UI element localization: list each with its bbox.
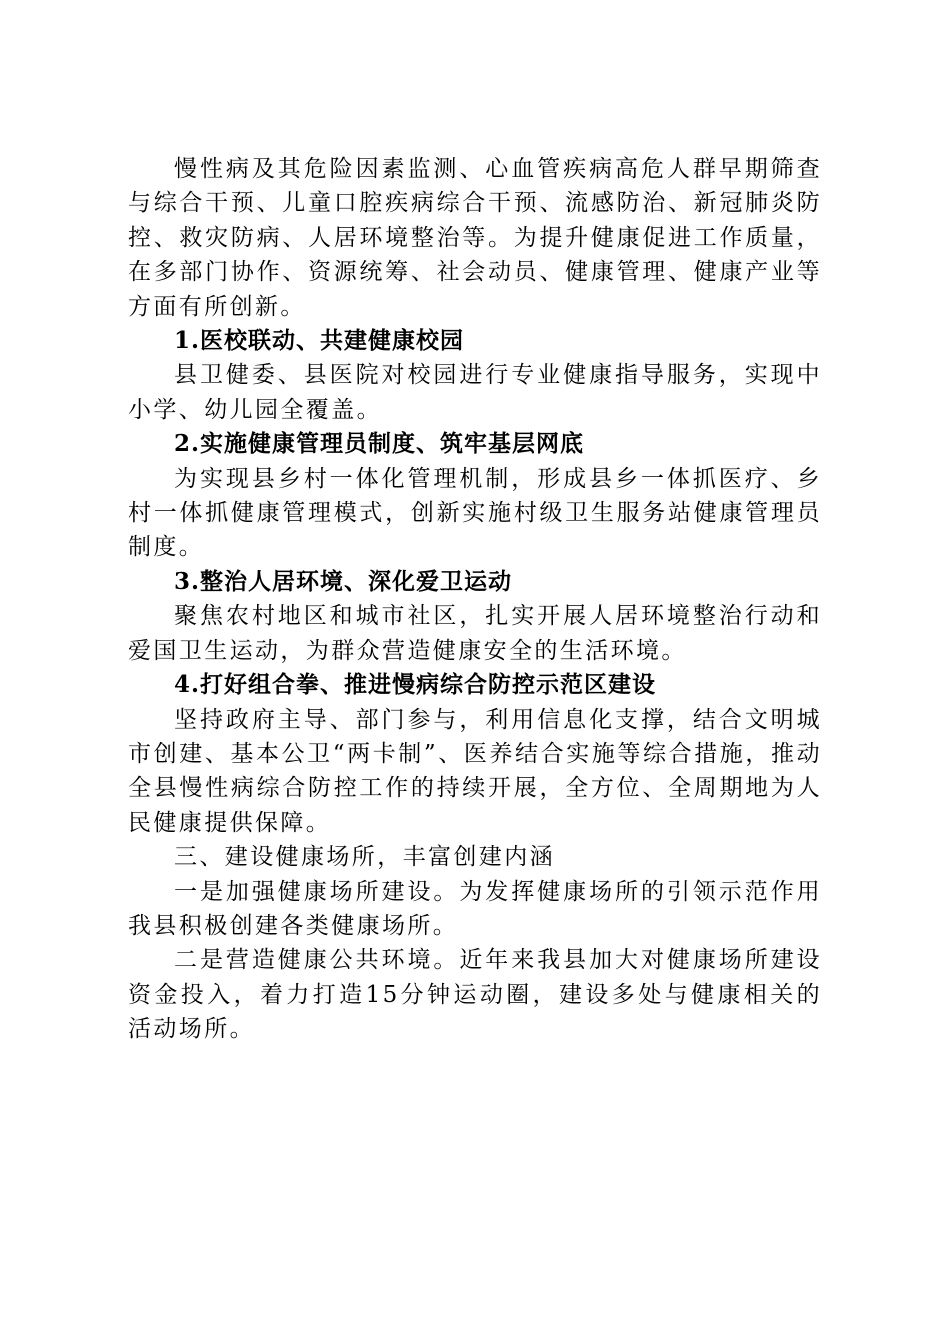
paragraph-public-environment: 二是营造健康公共环境。近年来我县加大对健康场所建设资金投入，着力打造15分钟运动圈，建设多处与健康相关的活动场所。 <box>128 947 822 1043</box>
section-title-health-venues: 三、建设健康场所，丰富创建内涵 <box>174 844 555 871</box>
heading-chronic-disease: 4.打好组合拳、推进慢病综合防控示范区建设 <box>174 671 657 699</box>
intro-paragraph: 慢性病及其危险因素监测、心血管疾病高危人群早期筛查与综合干预、儿童口腔疾病综合干预、流感防治、新冠肺炎防控、救灾防病、人居环境整治等。为提升健康促进工作质量，在多部门协作、资源统筹、社会动员、健康管理、健康产业等方面有所创新。 <box>128 156 822 320</box>
heading-living-environment: 3.整治人居环境、深化爱卫运动 <box>174 567 513 595</box>
heading-health-manager: 2.实施健康管理员制度、筑牢基层网底 <box>174 430 585 458</box>
paragraph-chronic-disease: 坚持政府主导、部门参与，利用信息化支撑，结合文明城市创建、基本公卫“两卡制”、医养结合实施等综合措施，推动全县慢性病综合防控工作的持续开展，全方位、全周期地为人民健康提供保障。 <box>128 706 822 836</box>
paragraph-venue-construction: 一是加强健康场所建设。为发挥健康场所的引领示范作用我县积极创建各类健康场所。 <box>128 878 822 939</box>
paragraph-living-environment: 聚焦农村地区和城市社区，扎实开展人居环境整治行动和爱国卫生运动，为群众营造健康安全的生活环境。 <box>128 603 822 664</box>
paragraph-school-health: 县卫健委、县医院对校园进行专业健康指导服务，实现中小学、幼儿园全覆盖。 <box>128 362 822 423</box>
paragraph-health-manager: 为实现县乡村一体化管理机制，形成县乡一体抓医疗、乡村一体抓健康管理模式，创新实施村级卫生服务站健康管理员制度。 <box>128 465 822 561</box>
document-body <box>128 152 822 1047</box>
heading-school-health: 1.医校联动、共建健康校园 <box>174 327 465 355</box>
